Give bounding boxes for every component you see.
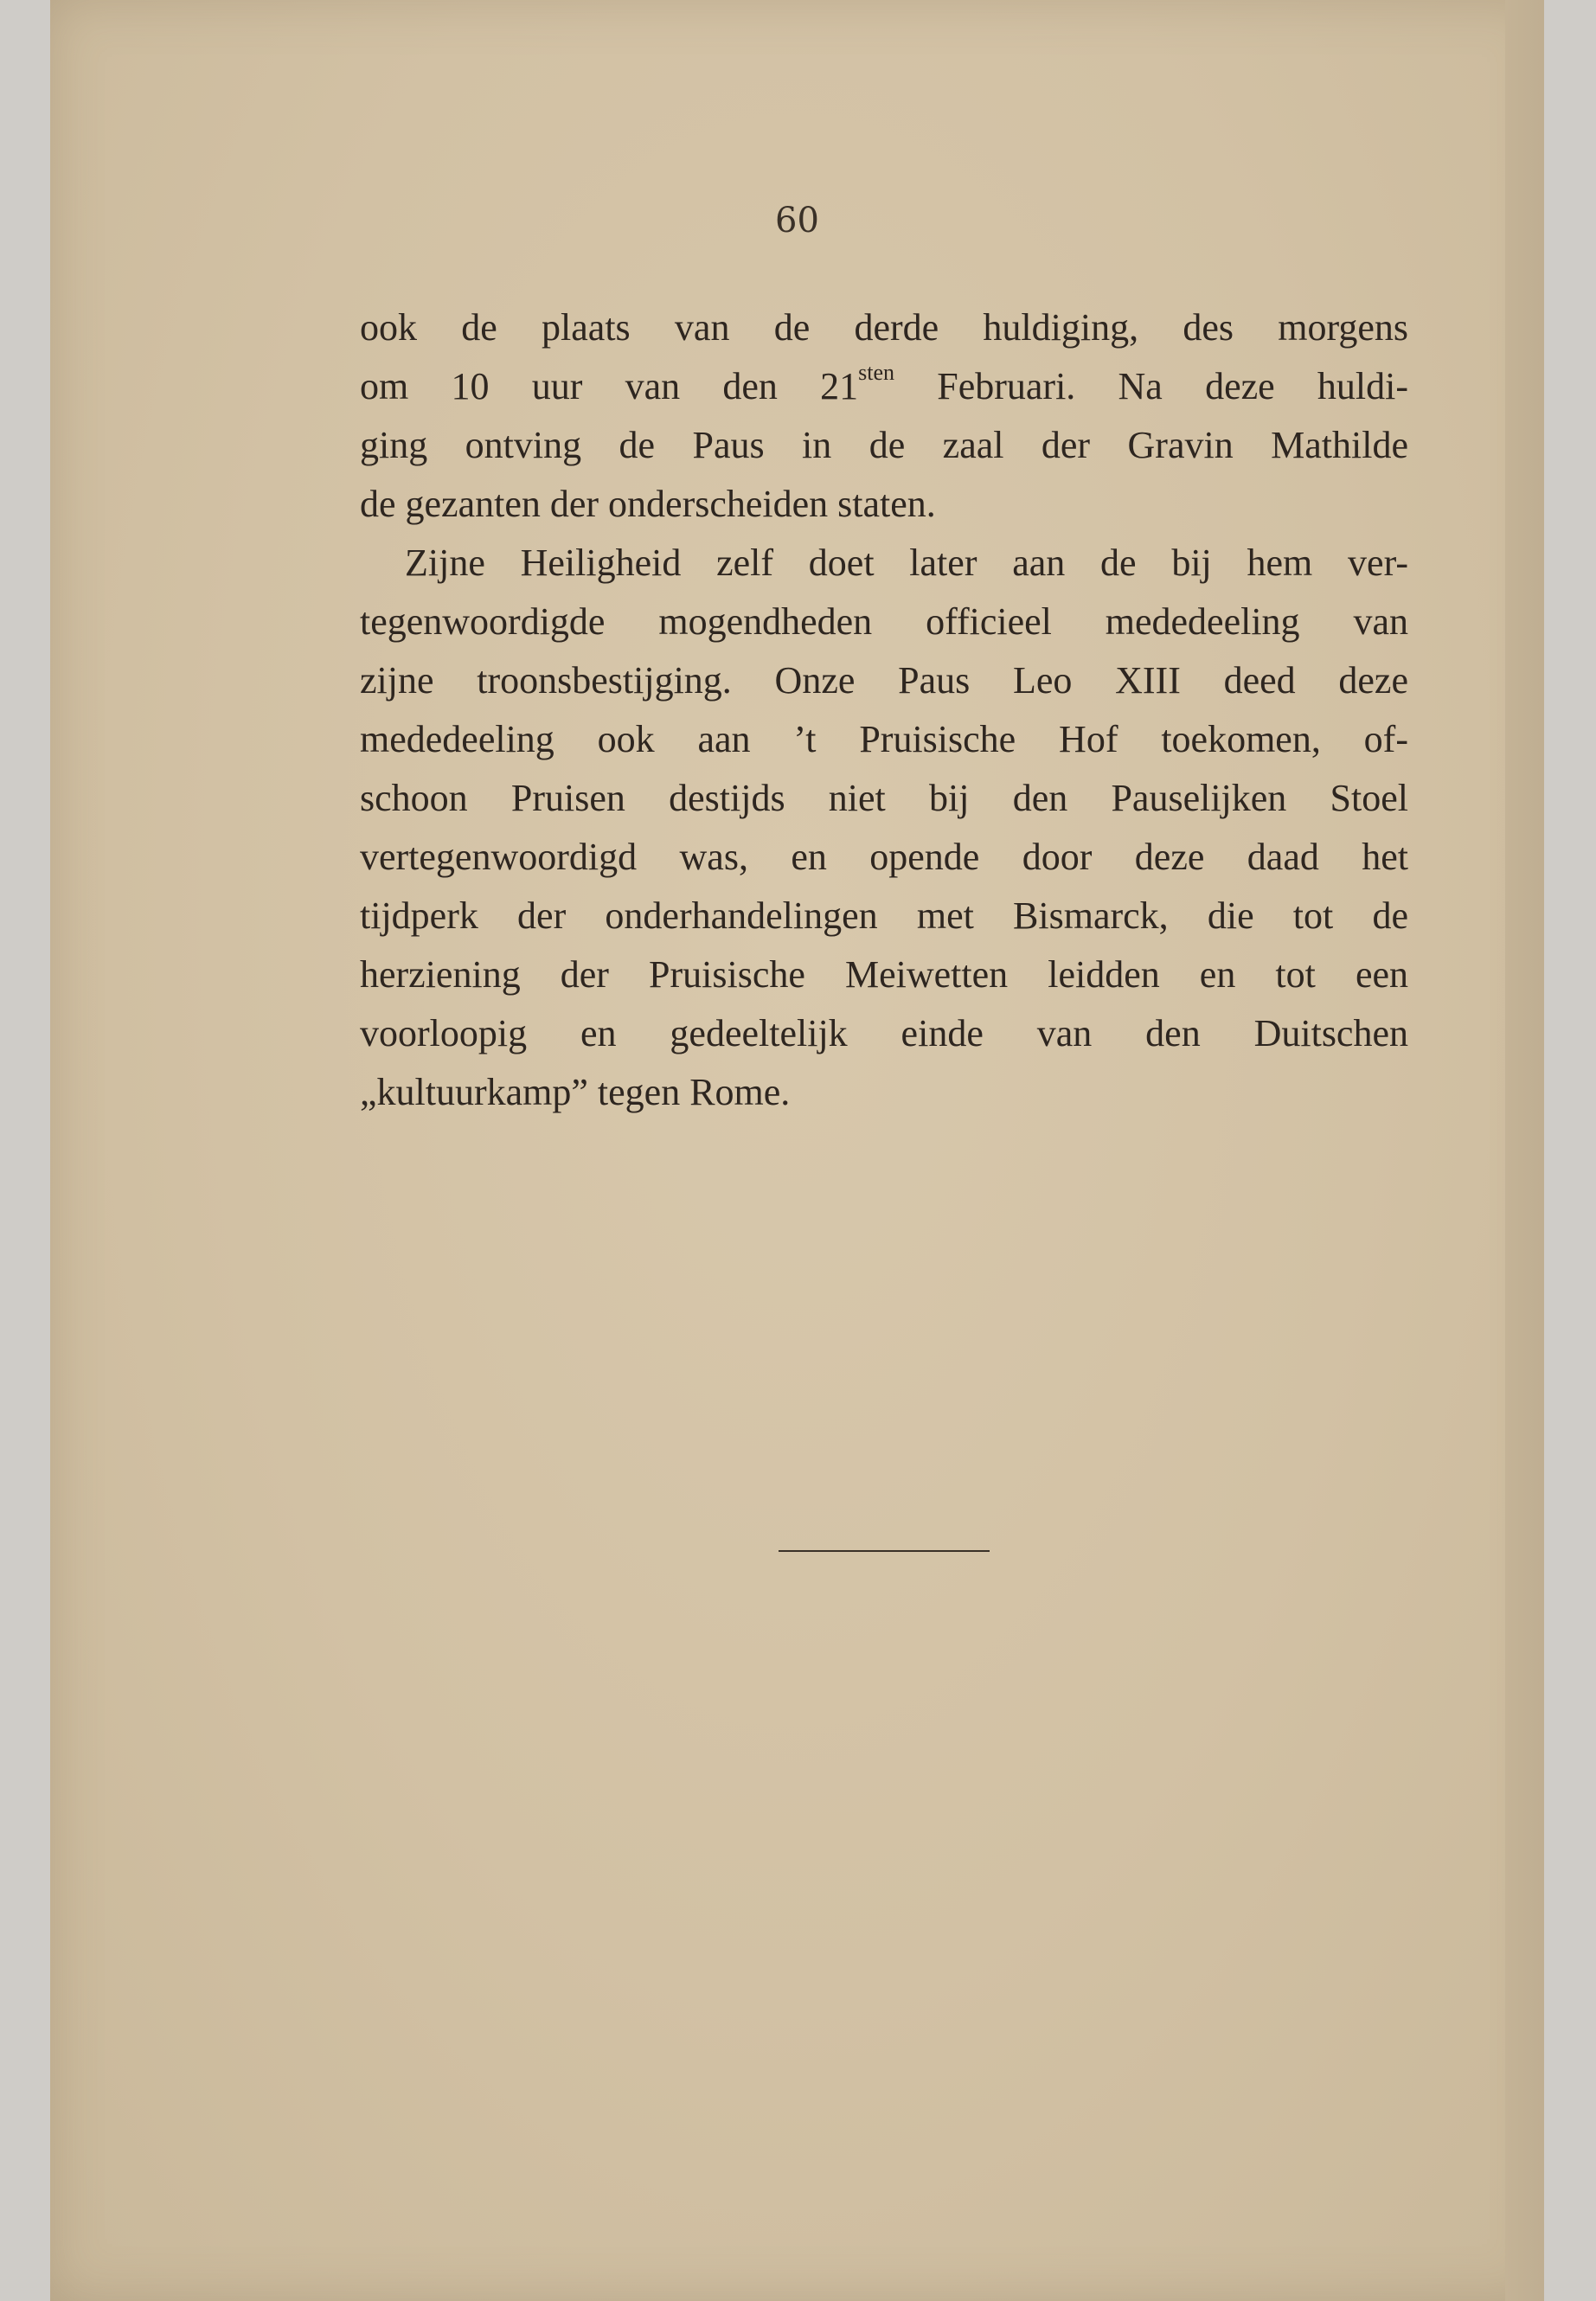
text-line: herziening der Pruisische Meiwetten leidden en tot een xyxy=(360,953,1408,996)
text-line: ook de plaats van de derde huldiging, des morgens xyxy=(360,306,1408,349)
paragraph-1 xyxy=(360,298,1408,534)
text-line: vertegenwoordigd was, en opende door deze daad het xyxy=(360,836,1408,878)
section-end-rule xyxy=(779,1550,990,1552)
text-line: tijdperk der onderhandelingen met Bismarck, die tot de xyxy=(360,894,1408,937)
text-line: Zijne Heiligheid zelf doet later aan de bij hem ver- xyxy=(405,542,1408,584)
page-number: 60 xyxy=(775,201,819,240)
text-line: voorloopig en gedeeltelijk einde van den Duitschen xyxy=(360,1012,1408,1054)
superscript: sten xyxy=(858,360,894,386)
text-fragment: om 10 uur van den 21 xyxy=(360,365,859,407)
book-page xyxy=(50,0,1544,2301)
text-fragment: Februari. Na deze huldi- xyxy=(894,365,1408,407)
paragraph-2 xyxy=(360,534,1408,1122)
text-line: „kultuurkamp” tegen Rome. xyxy=(360,1071,791,1113)
text-line xyxy=(360,357,1408,416)
text-line: mededeeling ook aan ’t Pruisische Hof toekomen, of- xyxy=(360,718,1408,760)
page-edge xyxy=(1505,0,1544,2301)
body-text xyxy=(360,298,1408,1122)
text-line: schoon Pruisen destijds niet bij den Pauselijken Stoel xyxy=(360,777,1408,819)
text-line: de gezanten der onderscheiden staten. xyxy=(360,483,936,525)
text-line: zijne troonsbestijging. Onze Paus Leo XIII deed deze xyxy=(360,659,1408,702)
text-line: ging ontving de Paus in de zaal der Gravin Mathilde xyxy=(360,424,1408,466)
text-line: tegenwoordigde mogendheden officieel mededeeling van xyxy=(360,600,1408,643)
